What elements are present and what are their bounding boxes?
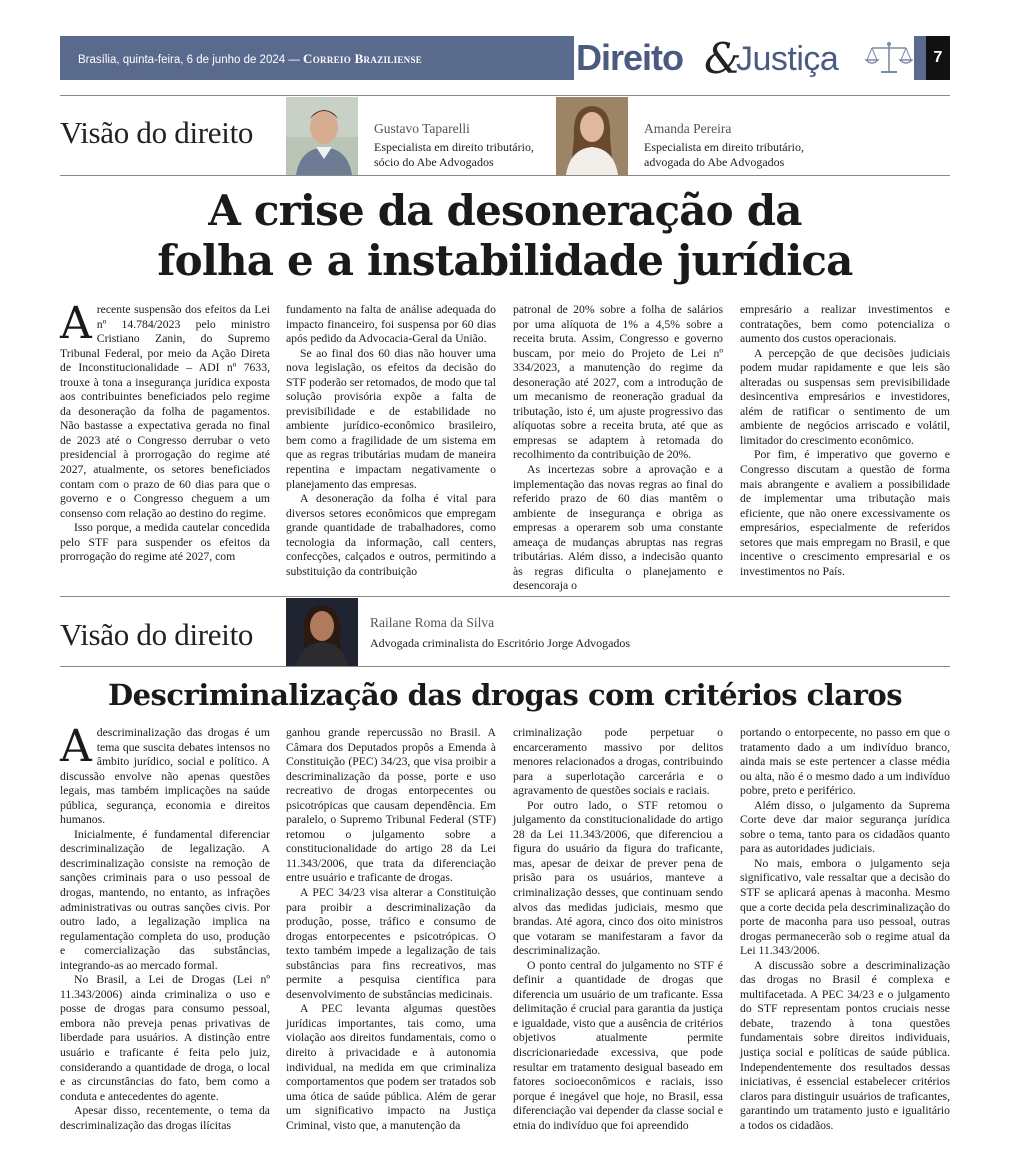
paragraph: Além disso, o julgamento da Suprema Corte deve dar maior segurança jurídica sobre o tema, tanto para os cidadãos quanto para as autoridades judiciais. bbox=[740, 798, 950, 856]
paragraph: Por fim, é imperativo que governo e Congresso discutam a questão de forma mais abrangente e avaliem a possibilidade de implementar uma tributação mais eficiente, que não onere excessivamente os empresários, especialmente de referidos setores que mais empregam no Brasil, e que incentive o crescimento empresarial e os investimentos no País. bbox=[740, 448, 950, 578]
newspaper-name: Correio Braziliense bbox=[303, 51, 423, 66]
divider bbox=[60, 666, 950, 667]
page-number: 7 bbox=[926, 36, 950, 80]
paragraph: A desoneração da folha é vital para diversos setores econômicos que empregam grande quantidade de trabalhadores, como tecnologia da informação, call centers, confecções, calçados e outros, permitindo a substituição da contribuição bbox=[286, 492, 496, 578]
author-role: advogada do Abe Advogados bbox=[644, 155, 785, 169]
article-headline bbox=[60, 186, 950, 286]
author-role: Especialista em direito tributário, bbox=[374, 140, 534, 154]
paragraph: Inicialmente, é fundamental diferenciar descriminalização de legalização. A descriminalização consiste na remoção de sanções criminais para o uso pessoal de drogas, mantendo, no entanto, as infrações administrativas ou outras sanções civis. Por outro lado, a legalização implica na regulamentação completa do uso, produção e comercialização das substâncias, integrando-as ao mercado formal. bbox=[60, 827, 270, 972]
divider bbox=[60, 596, 950, 597]
paragraph: A PEC levanta algumas questões jurídicas importantes, tais como, uma violação aos direitos fundamentais, como o direito à privacidade e à autonomia individual, na medida em que criminaliza comportamentos que podem ser tratados sob uma ótica de saúde pública. Além de gerar um significativo impacto na Justiça Criminal, visto que, a manutenção da bbox=[286, 1002, 496, 1132]
paragraph: criminalização pode perpetuar o encarceramento massivo por delitos menores relacionados a drogas, contribuindo para a superlotação carcerária e o agravamento de questões sociais e raciais. bbox=[513, 726, 723, 798]
paragraph: A descriminalização das drogas é um tema que suscita debates intensos no âmbito jurídico, social e político. A discussão envolve não apenas questões legais, mas também implicações na saúde pública, segurança, economia e direitos humanos. bbox=[60, 721, 270, 827]
paragraph: Por outro lado, o STF retomou o julgamento da constitucionalidade do artigo 28 da Lei 11.343/2006, que diferenciou a figura do usuário da figura do traficante, mas, apesar de deixar de prever pena de prisão para os usuários, manteve a criminalização desses, que continuam sendo alvos das medidas judiciais, mesmo que brandas. Até agora, cinco dos oito ministros que votaram se manifestaram a favor da descriminalização. bbox=[513, 798, 723, 958]
paragraph: fundamento na falta de análise adequada do impacto financeiro, foi suspensa por 60 dias após pedido da Advocacia-Geral da União. bbox=[286, 303, 496, 346]
paragraph: No Brasil, a Lei de Drogas (Lei nº 11.343/2006) ainda criminaliza o uso e posse de drogas para consumo pessoal, embora não preveja penas privativas de liberdade para usuários. A distinção entre usuário e traficante é feita pelo juiz, considerando a quantidade de droga, o local e as circunstâncias do fato, bem como a conduta e antecedentes do agente. bbox=[60, 973, 270, 1103]
article-column bbox=[513, 303, 723, 593]
section-title-ampersand: & bbox=[704, 34, 742, 83]
paragraph: empresário a realizar investimentos e contratações, bem como potencializa o aumento dos custos operacionais. bbox=[740, 303, 950, 346]
author-photo bbox=[556, 97, 628, 175]
article-headline: Descriminalização das drogas com critérios claros bbox=[107, 678, 903, 712]
paragraph: As incertezas sobre a aprovação e a implementação das novas regras ao final do referido prazo de 60 dias mantêm o ambiente de insegurança e obriga as empresas a operarem sob uma constante ameaça de mudanças abruptas nas regras tributárias. Além disso, a indecisão quanto às regras dificulta o planejamento e desencoraja o bbox=[513, 463, 723, 593]
scales-of-justice-icon bbox=[864, 40, 914, 76]
date-line: Brasília, quinta-feira, 6 de junho de 2024 — bbox=[78, 54, 300, 66]
author-role: Advogada criminalista do Escritório Jorge Advogados bbox=[370, 636, 631, 650]
paragraph: Isso porque, a medida cautelar concedida pelo STF para suspender os efeitos da prorrogação do regime até 2027, com bbox=[60, 521, 270, 564]
paragraph: patronal de 20% sobre a folha de salários por uma alíquota de 1% a 4,5% sobre a receita bruta. Assim, Congresso e governo buscam, por meio do Projeto de Lei nº 334/2023, a manutenção do regime da desoneração até 2027, com a introdução de um mecanismo de reoneração gradual da tributação, isto é, um ajuste progressivo das alíquotas sobre a receita bruta, até que as empresas se adaptem à retomada do recolhimento da contribuição de 20%. bbox=[513, 303, 723, 462]
article-column bbox=[286, 726, 496, 1132]
author-name: Gustavo Taparelli bbox=[374, 121, 470, 136]
article-column bbox=[740, 726, 950, 1132]
divider bbox=[60, 95, 950, 96]
section-kicker: Visão do direito bbox=[60, 115, 254, 150]
section-title-justica: Justiça bbox=[736, 40, 839, 78]
paragraph: portando o entorpecente, no passo em que o tratamento dado a um indivíduo branco, ainda mais se este pertencer a classe média ou alta, não é o mesmo dado a um indivíduo pobre, preto e periférico. bbox=[740, 726, 950, 798]
author-role: sócio do Abe Advogados bbox=[374, 155, 494, 169]
drop-cap: A bbox=[60, 298, 92, 349]
headline-line: A crise da desoneração da bbox=[208, 186, 802, 235]
author-photo bbox=[286, 598, 358, 676]
author-photo bbox=[286, 97, 358, 175]
author-name: Amanda Pereira bbox=[644, 121, 732, 136]
paragraph: No mais, embora o julgamento seja significativo, vale ressaltar que a decisão do STF se aplicará apenas à maconha. Mesmo que a corte decida pela descriminalização do porte de maconha para uso pessoal, outras drogas permanecerão sob o regime atual da Lei 11.343/2006. bbox=[740, 856, 950, 958]
drop-cap: A bbox=[60, 721, 92, 772]
section-kicker: Visão do direito bbox=[60, 617, 254, 652]
author-name: Railane Roma da Silva bbox=[370, 615, 495, 630]
article-column bbox=[740, 303, 950, 585]
paragraph: A recente suspensão dos efeitos da Lei nº 14.784/2023 pelo ministro Cristiano Zanin, do Supremo Tribunal Federal, por meio da Ação Direta de Inconstitucionalidade – ADI nº 7633, trouxe à tona a insegurança jurídica exposta aos contribuintes beneficiados pelo regime da desoneração da folha de pagamentos. Não bastasse a expectativa gerada no final de 2023 até o Congresso derrubar o veto presidencial à prorrogação do regime até 2027, atualmente, os setores beneficiados contam com o prazo de 60 dias para que o governo e o Congresso cheguem a um consenso com relação ao destino do regime. bbox=[60, 298, 270, 520]
paragraph: A percepção de que decisões judiciais podem mudar rapidamente e que leis são alteradas ou suspensas sem previsibilidade desincentiva empresários e investidores, além de ratificar o sentimento de um ambiente de negócios arriscado e volátil, limitador do crescimento econômico. bbox=[740, 346, 950, 447]
masthead-bar bbox=[60, 34, 950, 83]
paragraph: A PEC 34/23 visa alterar a Constituição para proibir a descriminalização da produção, posse, tráfico e consumo de drogas entorpecentes e psicotrópicas. O texto também impede a legalização de tais substâncias para fins recreativos, mas permite a pesquisa científica para desenvolvimento de substâncias medicinais. bbox=[286, 886, 496, 1001]
article-column bbox=[286, 303, 496, 585]
article-column bbox=[60, 298, 270, 585]
divider bbox=[60, 175, 950, 176]
headline-line: folha e a instabilidade jurídica bbox=[157, 236, 853, 285]
masthead-date bbox=[78, 51, 422, 67]
section-title-direito: Direito bbox=[576, 37, 684, 78]
paragraph: O ponto central do julgamento no STF é definir a quantidade de drogas que diferencia um usuário de um traficante. Essa delimitação é crucial para garantia da justiça e igualdade, visto que a ausência de critérios objetivos atualmente permite discricionariedade excessiva, que pode resultar em tratamento desigual baseado em fatores socioeconômicos e raciais, isso porque é inegável que hoje, no Brasil, essa diferenciação vai depender da classe social e etnia do indivíduo que foi apreendido bbox=[513, 958, 723, 1132]
article-column bbox=[513, 726, 723, 1132]
section-title bbox=[574, 34, 914, 83]
article-column bbox=[60, 721, 270, 1132]
author-role: Especialista em direito tributário, bbox=[644, 140, 804, 154]
paragraph: Apesar disso, recentemente, o tema da descriminalização das drogas ilícitas bbox=[60, 1104, 270, 1132]
paragraph: Se ao final dos 60 dias não houver uma nova legislação, os efeitos da decisão do STF poderão ser retomados, de modo que tal solução provisória expõe a falta de previsibilidade e de estabilidade no ambiente jurídico-econômico brasileiro, bem como a fragilidade de um sistema em que as regras tributárias mudam de maneira repentina e impactam negativamente o planejamento das empresas. bbox=[286, 346, 496, 491]
paragraph: A discussão sobre a descriminalização das drogas no Brasil é complexa e multifacetada. A PEC 34/23 e o julgamento do STF representam pontos cruciais nesse debate, trazendo à tona questões fundamentais sobre direitos individuais, justiça social e políticas de saúde pública. Independentemente dos resultados dessas iniciativas, é essencial estabelecer critérios claros para distinguir usuários de traficantes, garantindo um tratamento justo e igualitário a todos os cidadãos. bbox=[740, 958, 950, 1132]
paragraph: ganhou grande repercussão no Brasil. A Câmara dos Deputados propôs a Emenda à Constituição (PEC) 34/23, que visa proibir a descriminalização da posse, porte e uso recreativo de drogas entorpecentes ou psicotrópicas que causam dependência. Em paralelo, o Supremo Tribunal Federal (STF) retomou o julgamento sobre a constitucionalidade do artigo 28 da Lei 11.343/2006, que trata da diferenciação entre usuário e traficante de drogas. bbox=[286, 726, 496, 885]
